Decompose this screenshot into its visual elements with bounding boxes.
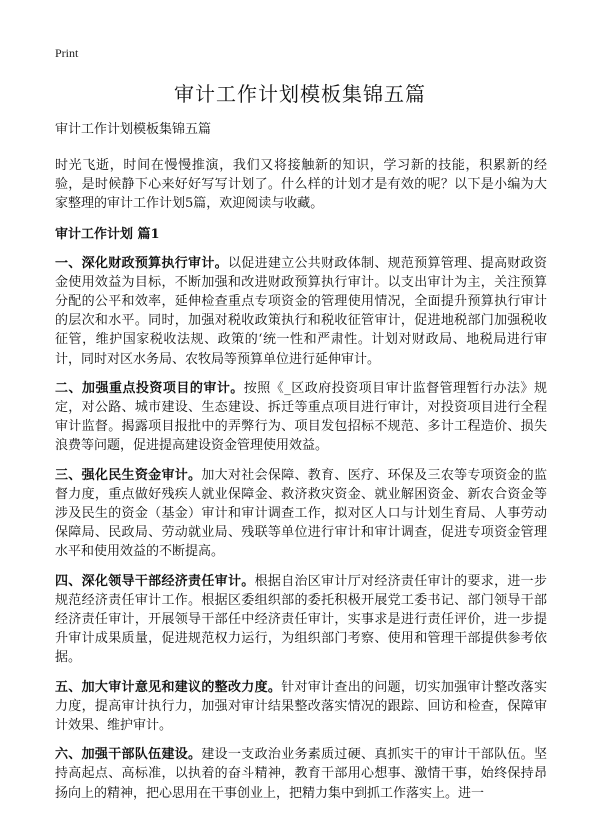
intro-paragraph: 时光飞逝，时间在慢慢推演，我们又将接触新的知识，学习新的技能，积累新的经验，是时候静下心来好好写写计划了。什么样的计划才是有效的呢？以下是小编为大家整理的审计工作计划5篇，欢迎阅读与收藏。 <box>55 158 547 212</box>
plan-item-lead: 六、加强干部队伍建设。 <box>55 747 202 763</box>
plan-item-lead: 二、加强重点投资项目的审计。 <box>55 380 244 396</box>
document-subtitle: 审计工作计划模板集锦五篇 <box>55 122 212 137</box>
plan-item-3 <box>55 466 547 562</box>
plan-item-lead: 四、深化领导干部经济责任审计。 <box>55 573 255 589</box>
plan-item-text: 按照《_区政府投资项目审计监督管理暂行办法》规定，对公路、城市建设、生态建设、拆迁等重点项目进行审计，对投资项目进行全程审计监督。揭露项目报批中的弄弊行为、项目发包招标不规范、多计工程造价、损失浪费等问题，促进提高建设资金管理使用效益。 <box>55 380 547 454</box>
plan-item-lead: 一、深化财政预算执行审计。 <box>55 255 228 271</box>
plan-item-text: 根据自治区审计厅对经济责任审计的要求，进一步规范经济责任审计工作。根据区委组织部的委托积极开展党工委书记、部门领导干部经济责任审计，开展领导干部任中经济责任审计，实事求是进行责任评价，进一步提升审计成果质量，促进规范权力运行，为组织部门考察、使用和管理干部提供参考依据。 <box>55 573 547 666</box>
print-link[interactable]: Print <box>55 46 79 60</box>
plan-item-text: 加大对社会保障、教育、医疗、环保及三农等专项资金的监督力度，重点做好残疾人就业保障金、救济救灾资金、就业解困资金、新农合资金等涉及民生的资金（基金）审计和审计调查工作，拟对区人口与计划生育局、人事劳动保障局、民政局、劳动就业局、残联等单位进行审计和审计调查，促进专项资金管理水平和使用效益的不断提高。 <box>55 467 547 560</box>
document-title: 审计工作计划模板集锦五篇 <box>174 82 426 106</box>
plan-item-2 <box>55 379 547 456</box>
plan-item-6 <box>55 745 547 803</box>
plan-item-lead: 五、加大审计意见和建议的整改力度。 <box>55 679 282 695</box>
section-heading: 审计工作计划 篇1 <box>55 226 160 242</box>
plan-item-lead: 三、强化民生资金审计。 <box>55 467 202 483</box>
plan-item-5 <box>55 678 547 736</box>
plan-item-text: 建设一支政治业务素质过硬、真抓实干的审计干部队伍。坚持高起点、高标准，以执着的奋斗精神，教育干部用心想事、激情干事，始终保持昂扬向上的精神，把心思用在干事创业上，把精力集中到抓工作落实上。进一 <box>55 747 547 801</box>
plan-item-text: 以促进建立公共财政体制、规范预算管理、提高财政资金使用效益为目标，不断加强和改进财政预算执行审计。以支出审计为主，关注预算分配的公平和效率，延伸检查重点专项资金的管理使用情况，全面提升预算执行审计的层次和水平。同时，加强对税收政策执行和税收征管审计，促进地税部门加强税收征管，维护国家税收法规、政策的‘统一性和严肃性。计划对财政局、地税局进行审计，同时对区水务局、农牧局等预算单位进行延伸审计。 <box>55 255 547 367</box>
plan-item-4 <box>55 572 547 668</box>
document-body <box>55 121 547 813</box>
plan-item-text: 针对审计查出的问题，切实加强审计整改落实力度，提高审计执行力，加强对审计结果整改落实情况的跟踪、回访和检查，保障审计效果、维护审计。 <box>55 679 547 734</box>
plan-item-1 <box>55 254 547 369</box>
